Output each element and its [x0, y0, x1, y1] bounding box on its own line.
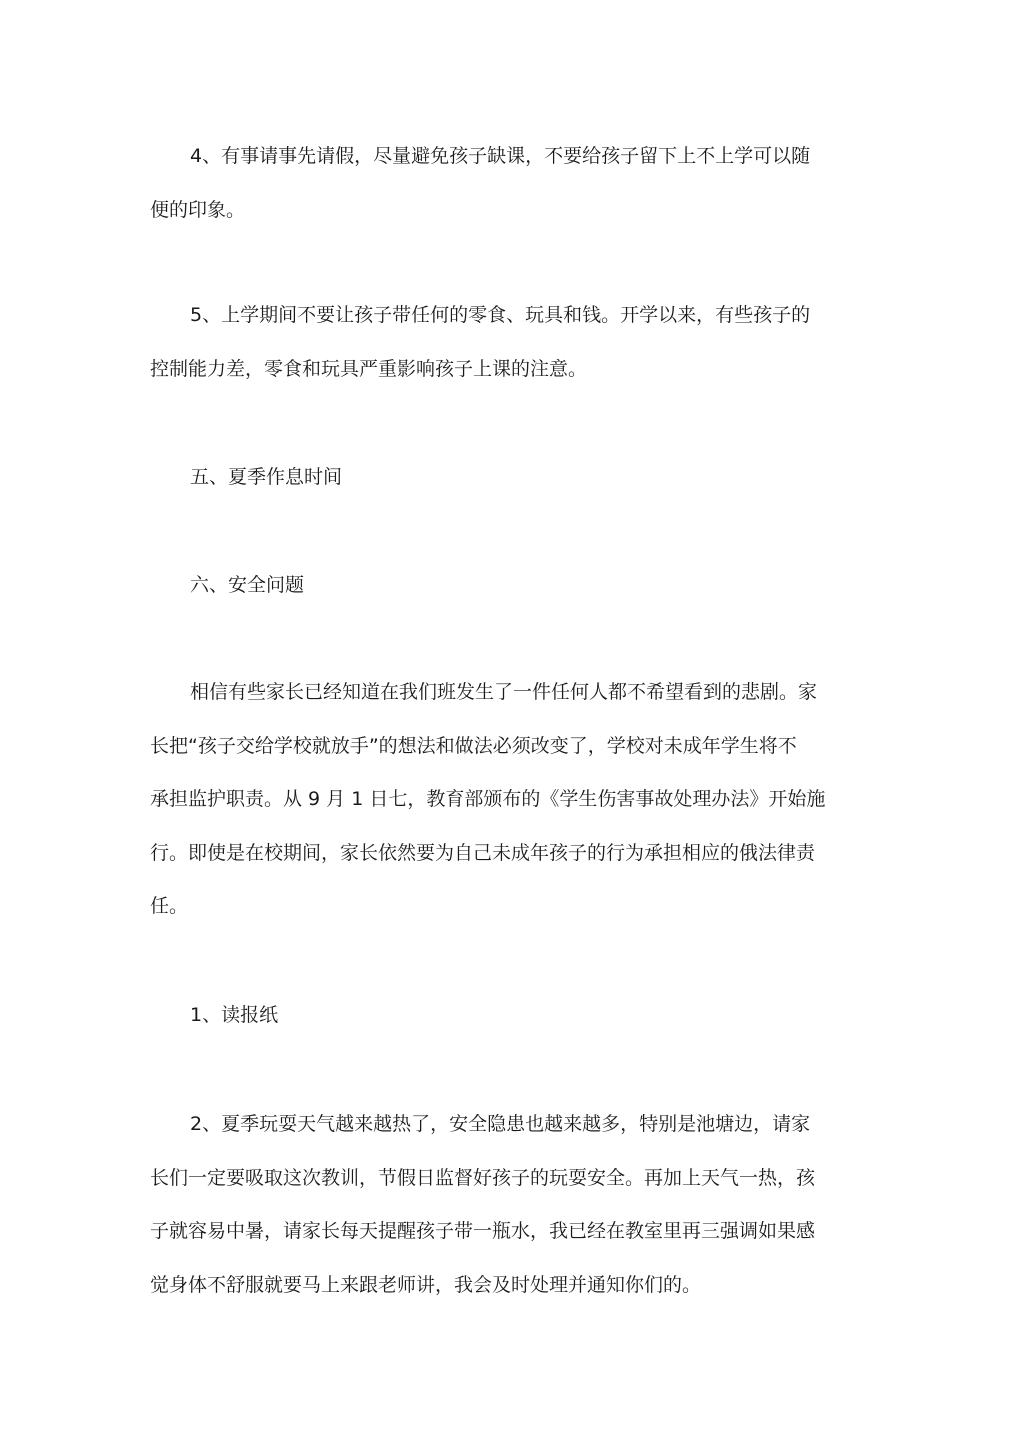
paragraph-item-5: [150, 289, 850, 396]
section-heading-summer-schedule: 五、夏季作息时间: [190, 466, 343, 488]
paragraph-line: 长们一定要吸取这次教训，节假日监督好孩子的玩耍安全。再加上天气一热，孩: [150, 1166, 816, 1189]
paragraph-line: 5、上学期间不要让孩子带任何的零食、玩具和钱。开学以来，有些孩子的: [190, 304, 811, 326]
paragraph-line: 便的印象。: [150, 198, 246, 221]
paragraph-line: 觉身体不舒服就要马上来跟老师讲，我会及时处理并通知你们的。: [150, 1273, 702, 1296]
paragraph-line: 行。即使是在校期间，家长依然要为自己未成年孩子的行为承担相应的俄法律责: [150, 841, 816, 864]
paragraph-line: 子就容易中暑，请家长每天提醒孩子带一瓶水，我已经在教室里再三强调如果感: [150, 1220, 816, 1243]
paragraph-item-4: [150, 130, 850, 237]
paragraph-line: 任。: [150, 895, 189, 918]
paragraph-summer-play: [150, 1098, 850, 1312]
paragraph-line: 相信有些家长已经知道在我们班发生了一件任何人都不希望看到的悲剧。家: [190, 681, 818, 703]
paragraph-line: 承担监护职责。从 9 月 1 日七，教育部颁布的《学生伤害事故处理办法》开始施: [150, 788, 826, 811]
section-heading-safety: 六、安全问题: [190, 574, 305, 596]
subheading-read-newspaper: 1、读报纸: [190, 1004, 279, 1026]
paragraph-line: 控制能力差，零食和玩具严重影响孩子上课的注意。: [150, 357, 588, 380]
paragraph-line: 长把“孩子交给学校就放手”的想法和做法必须改变了，学校对未成年学生将不: [150, 734, 797, 757]
paragraph-safety: [150, 666, 850, 934]
paragraph-line: 2、夏季玩耍天气越来越热了，安全隐患也越来越多，特别是池塘边，请家: [190, 1113, 811, 1135]
paragraph-line: 4、有事请事先请假，尽量避免孩子缺课，不要给孩子留下上不上学可以随: [190, 145, 811, 167]
